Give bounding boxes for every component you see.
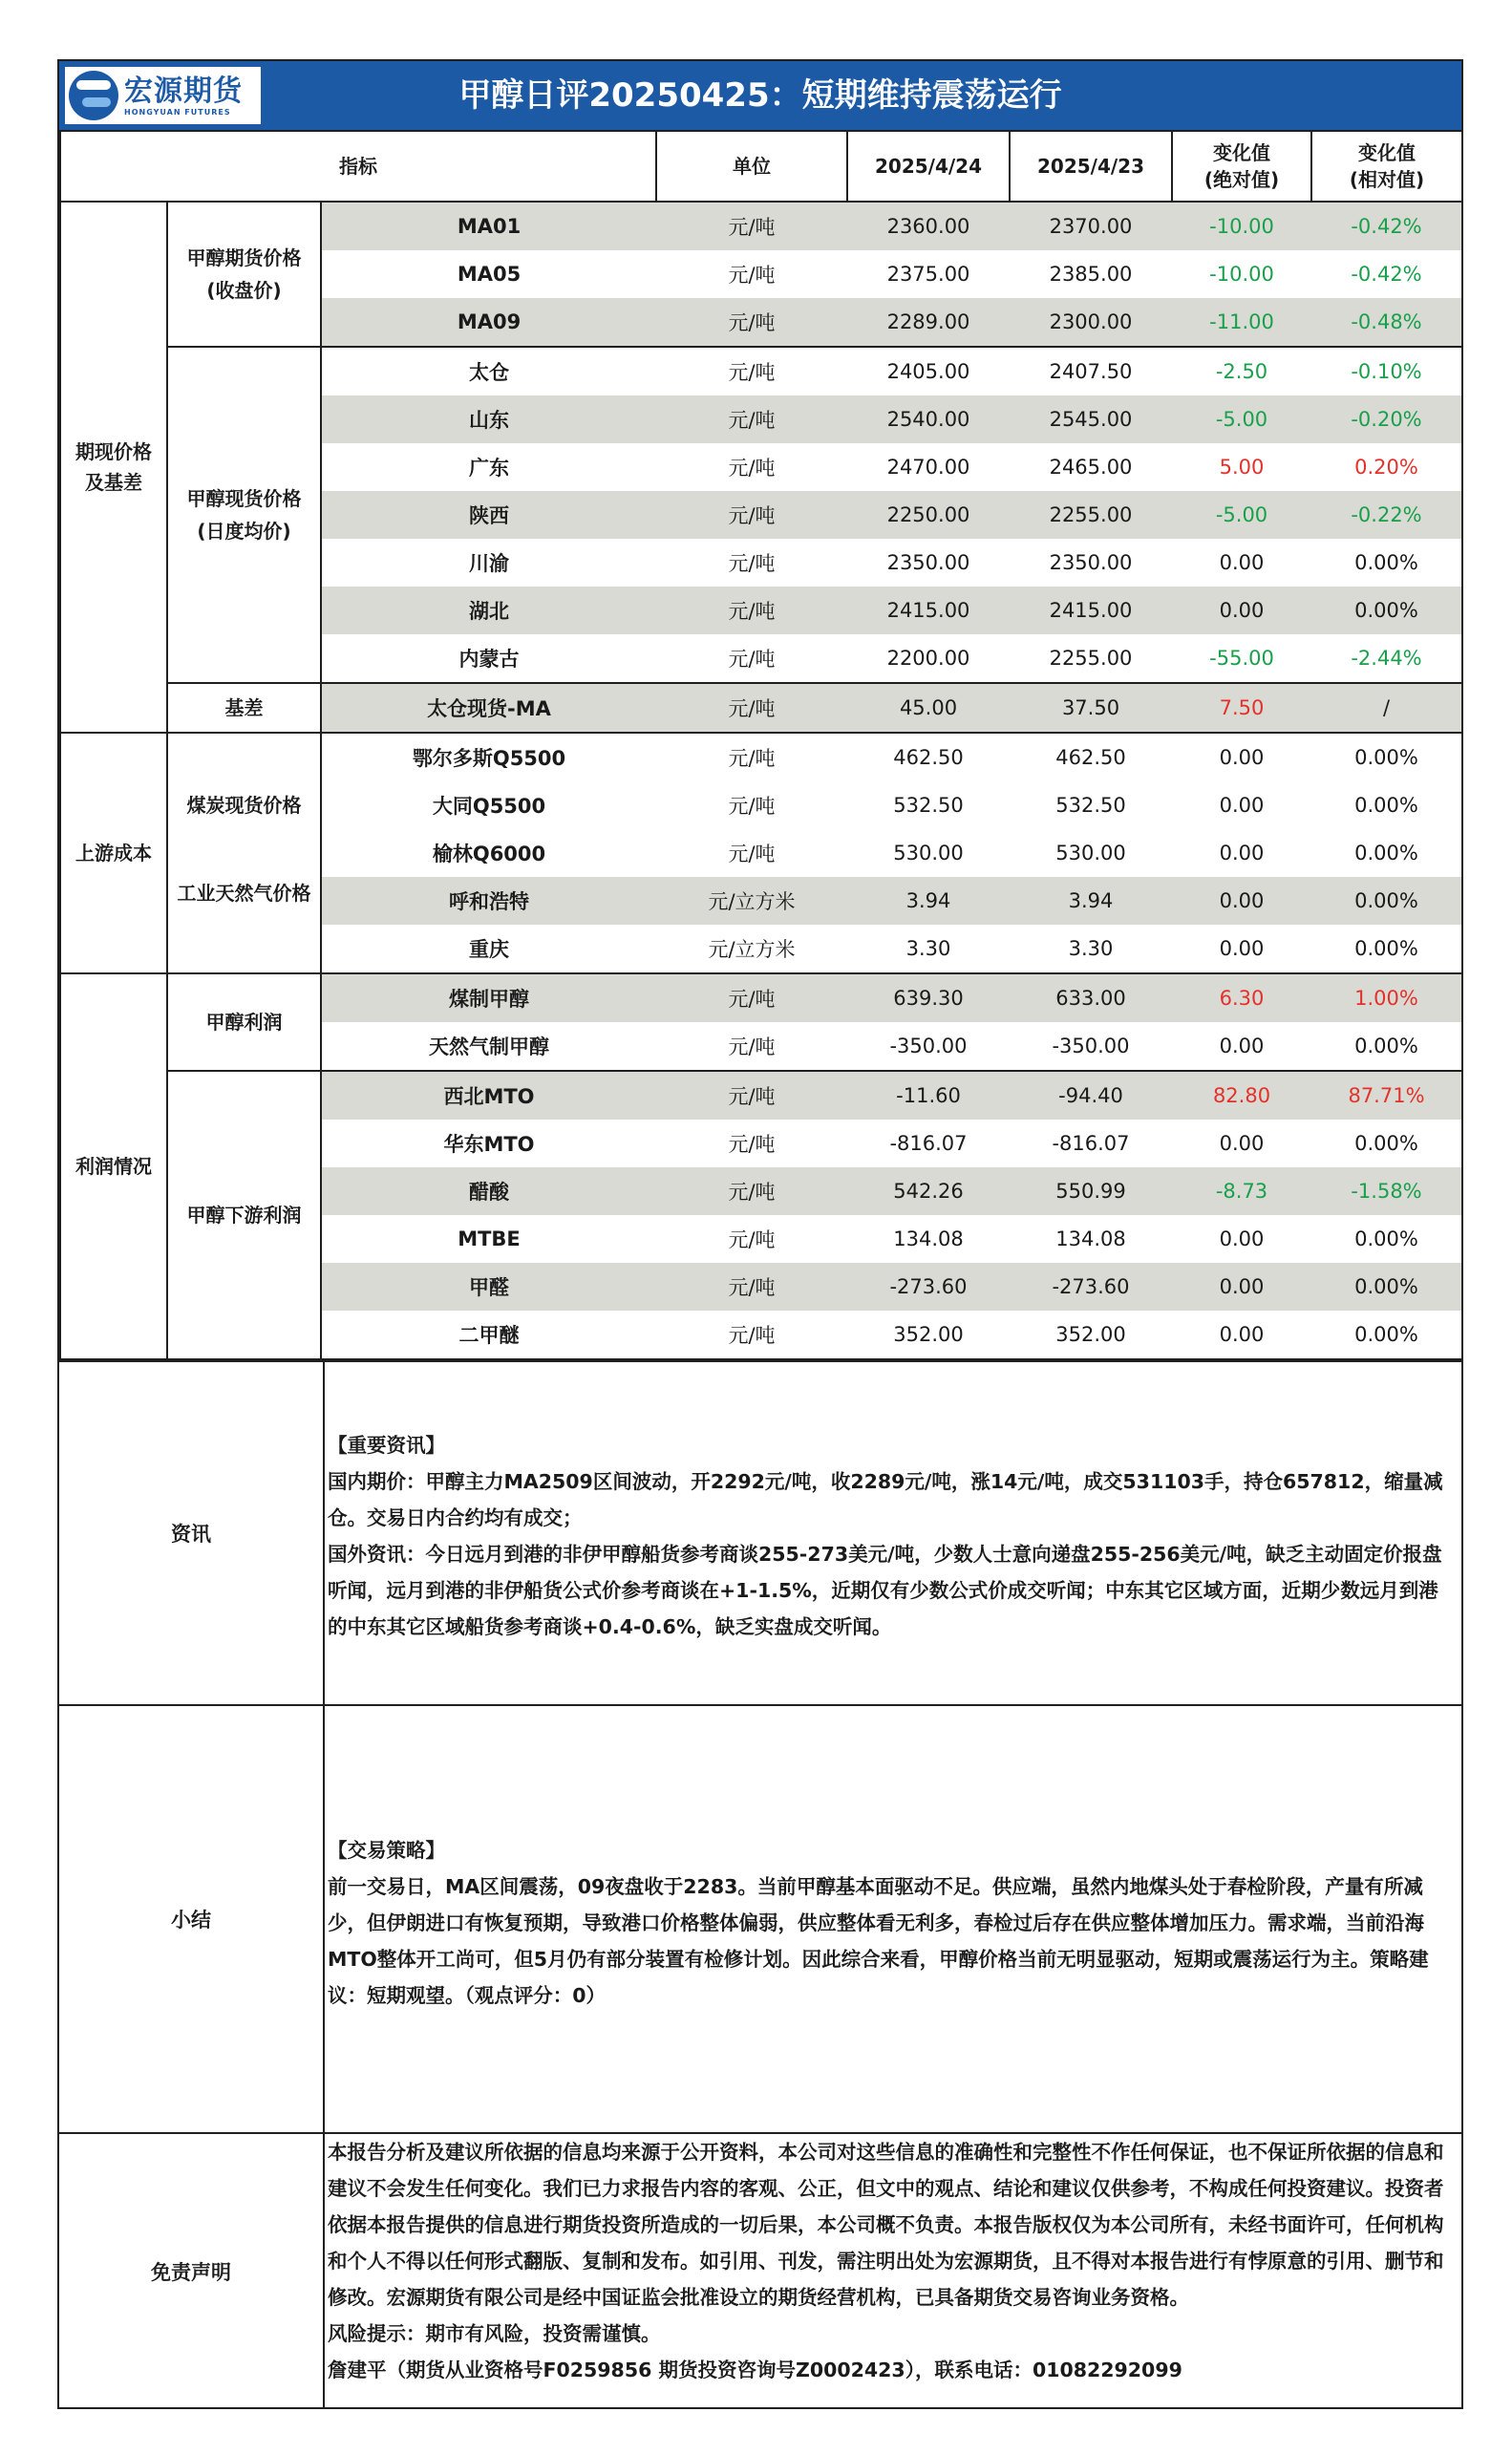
value-date2: 3.30 bbox=[1010, 925, 1172, 973]
unit-cell: 元/吨 bbox=[656, 1311, 847, 1359]
unit-cell: 元/吨 bbox=[728, 843, 776, 865]
group-profit: 利润情况 bbox=[60, 973, 167, 1359]
report-header bbox=[59, 61, 1461, 130]
rel-change: 0.20% bbox=[1311, 443, 1462, 491]
value-date2: -816.07 bbox=[1052, 1132, 1130, 1155]
indicator-name: 西北MTO bbox=[321, 1071, 656, 1120]
value-date2: 462.50 bbox=[1055, 746, 1126, 769]
unit-cell: 元/立方米 bbox=[656, 877, 847, 925]
abs-change: -10.00 bbox=[1209, 263, 1274, 286]
value-date2: 2350.00 bbox=[1049, 551, 1133, 574]
value-date1: 2350.00 bbox=[886, 551, 970, 574]
unit-cell: 元/吨 bbox=[656, 202, 847, 250]
unit-cell: 元/吨 bbox=[728, 1228, 776, 1251]
abs-change: 0.00 bbox=[1172, 1263, 1311, 1311]
abs-change: 0.00 bbox=[1172, 1022, 1311, 1071]
rel-change: 0.00% bbox=[1311, 1215, 1462, 1263]
abs-change: -5.00 bbox=[1172, 491, 1311, 539]
abs-change: 0.00 bbox=[1172, 877, 1311, 925]
indicator-name: 山东 bbox=[321, 395, 656, 443]
disclaimer-label: 免责声明 bbox=[59, 2134, 325, 2409]
unit-cell: 元/吨 bbox=[728, 361, 776, 384]
value-date1: 2540.00 bbox=[847, 395, 1010, 443]
rel-change: 1.00% bbox=[1311, 973, 1462, 1022]
value-date2: 2255.00 bbox=[1010, 634, 1172, 683]
indicator-name: 川渝 bbox=[469, 552, 509, 575]
abs-change: 5.00 bbox=[1219, 456, 1265, 479]
unit-cell: 元/吨 bbox=[656, 973, 847, 1022]
value-date1: 3.30 bbox=[847, 925, 1010, 973]
unit-cell: 元/吨 bbox=[728, 795, 776, 818]
abs-change: 0.00 bbox=[1219, 1132, 1265, 1155]
abs-change: 0.00 bbox=[1219, 842, 1265, 865]
indicator-name: 太仓 bbox=[469, 361, 509, 384]
value-date2: 3.94 bbox=[1010, 877, 1172, 925]
value-date2: 2370.00 bbox=[1010, 202, 1172, 250]
rel-change: 0.00% bbox=[1311, 1022, 1462, 1071]
subgroup-coal-price: 煤炭现货价格 bbox=[167, 733, 321, 877]
subgroup-gas-price: 工业天然气价格 bbox=[167, 877, 321, 973]
value-date1: 2470.00 bbox=[886, 456, 970, 479]
value-date2: -94.40 bbox=[1010, 1071, 1172, 1120]
unit-cell: 元/吨 bbox=[656, 298, 847, 347]
value-date1: 639.30 bbox=[847, 973, 1010, 1022]
rel-change: / bbox=[1311, 683, 1462, 733]
logo-name-en: HONGYUAN FUTURES bbox=[124, 107, 231, 117]
value-date2: 2300.00 bbox=[1010, 298, 1172, 347]
analyst-info: 詹建平（期货从业资格号F0259856 期货投资咨询号Z0002423），联系电话：01082292099 bbox=[328, 2359, 1182, 2381]
value-date2: 530.00 bbox=[1055, 842, 1126, 865]
unit-cell: 元/吨 bbox=[656, 1071, 847, 1120]
disclaimer-section bbox=[59, 2132, 1461, 2409]
logo-name-cn: 宏源期货 bbox=[124, 74, 243, 108]
unit-cell: 元/吨 bbox=[656, 1022, 847, 1071]
rel-change: 0.00% bbox=[1311, 781, 1462, 829]
indicator-name: 湖北 bbox=[321, 587, 656, 634]
indicator-name: MA09 bbox=[321, 298, 656, 347]
rel-change: 0.00% bbox=[1311, 587, 1462, 634]
unit-cell: 元/立方米 bbox=[656, 925, 847, 973]
unit-cell: 元/吨 bbox=[656, 1167, 847, 1215]
value-date2: 550.99 bbox=[1010, 1167, 1172, 1215]
rel-change: 0.00% bbox=[1311, 877, 1462, 925]
col-header-abs-change: 变化值 (绝对值) bbox=[1172, 131, 1311, 202]
subgroup-basis: 基差 bbox=[167, 683, 321, 733]
abs-change: 0.00 bbox=[1219, 794, 1265, 817]
col-header-date2: 2025/4/23 bbox=[1010, 131, 1172, 202]
value-date2: 352.00 bbox=[1010, 1311, 1172, 1359]
disclaimer-body bbox=[328, 2134, 1454, 2388]
unit-cell: 元/吨 bbox=[728, 1133, 776, 1156]
indicator-name: 陕西 bbox=[321, 491, 656, 539]
rel-change: 0.00% bbox=[1311, 1120, 1462, 1167]
unit-cell: 元/吨 bbox=[728, 552, 776, 575]
value-date1: 530.00 bbox=[893, 842, 964, 865]
table-row bbox=[60, 347, 1462, 395]
summary-section bbox=[59, 1704, 1461, 2132]
value-date2: 2385.00 bbox=[1049, 263, 1133, 286]
table-row bbox=[60, 683, 1462, 733]
summary-body bbox=[328, 1832, 1454, 2014]
abs-change: 0.00 bbox=[1219, 746, 1265, 769]
rel-change: -0.22% bbox=[1311, 491, 1462, 539]
table-header-row bbox=[60, 131, 1462, 202]
rel-change: 0.00% bbox=[1311, 1263, 1462, 1311]
group-price-basis: 期现价格 及基差 bbox=[60, 202, 167, 733]
rel-change: 0.00% bbox=[1311, 829, 1462, 877]
indicator-name: 重庆 bbox=[321, 925, 656, 973]
abs-change: -10.00 bbox=[1172, 202, 1311, 250]
value-date1: 2415.00 bbox=[847, 587, 1010, 634]
abs-change: 0.00 bbox=[1219, 551, 1265, 574]
summary-heading: 【交易策略】 bbox=[328, 1839, 445, 1862]
value-date1: 45.00 bbox=[847, 683, 1010, 733]
value-date1: -816.07 bbox=[889, 1132, 968, 1155]
indicator-name: 甲醛 bbox=[321, 1263, 656, 1311]
col-header-indicator: 指标 bbox=[60, 131, 656, 202]
unit-cell: 元/吨 bbox=[656, 395, 847, 443]
subgroup-downstream-profit: 甲醇下游利润 bbox=[167, 1071, 321, 1359]
abs-change: -8.73 bbox=[1172, 1167, 1311, 1215]
abs-change: 82.80 bbox=[1172, 1071, 1311, 1120]
table-row bbox=[60, 733, 1462, 781]
value-date2: 2545.00 bbox=[1010, 395, 1172, 443]
value-date1: 2250.00 bbox=[847, 491, 1010, 539]
unit-cell: 元/吨 bbox=[656, 587, 847, 634]
abs-change: -55.00 bbox=[1172, 634, 1311, 683]
disclaimer-text: 本报告分析及建议所依据的信息均来源于公开资料，本公司对这些信息的准确性和完整性不作任何保证，也不保证所依据的信息和建议不会发生任何变化。我们已力求报告内容的客观、公正，但文中的观点、结论和建议仅供参考，不构成任何投资建议。投资者依据本报告提供的信息进行期货投资所造成的一切后果，本公司概不负责。本报告版权仅为本公司所有，未经书面许可，任何机构和个人不得以任何形式翻版、复制和发布。如引用、刊发，需注明出处为宏源期货，且不得对本报告进行有悖原意的引用、删节和修改。宏源期货有限公司是经中国证监会批准设立的期货经营机构，已具备期货交易咨询业务资格。 bbox=[328, 2141, 1444, 2309]
rel-change: -2.44% bbox=[1311, 634, 1462, 683]
rel-change: -1.58% bbox=[1311, 1167, 1462, 1215]
value-date1: -11.60 bbox=[847, 1071, 1010, 1120]
news-label: 资讯 bbox=[59, 1362, 325, 1704]
news-foreign: 国外资讯：今日远月到港的非伊甲醇船货参考商谈255-273美元/吨，少数人士意向递盘255-256美元/吨，缺乏主动固定价报盘听闻，远月到港的非伊船货公式价参考商谈在+1-1.5%，近期仅有少数公式价成交听闻；中东其它区域方面，近期少数远月到港的中东其它区域船货参考商谈+0.4-0.6%，缺乏实盘成交听闻。 bbox=[328, 1543, 1442, 1638]
methanol-data-table bbox=[59, 130, 1463, 1360]
value-date2: 532.50 bbox=[1055, 794, 1126, 817]
rel-change: -0.10% bbox=[1311, 347, 1462, 395]
value-date1: 2405.00 bbox=[886, 360, 970, 383]
abs-change: 7.50 bbox=[1172, 683, 1311, 733]
news-body bbox=[328, 1427, 1454, 1645]
abs-change: 0.00 bbox=[1172, 587, 1311, 634]
rel-change: 87.71% bbox=[1311, 1071, 1462, 1120]
value-date1: 2360.00 bbox=[847, 202, 1010, 250]
indicator-name: MTBE bbox=[458, 1228, 521, 1250]
abs-change: 0.00 bbox=[1172, 1311, 1311, 1359]
indicator-name: 内蒙古 bbox=[321, 634, 656, 683]
col-header-date1: 2025/4/24 bbox=[847, 131, 1010, 202]
subgroup-futures-price: 甲醇期货价格 (收盘价) bbox=[167, 202, 321, 347]
news-section bbox=[59, 1360, 1461, 1704]
rel-change: -0.48% bbox=[1311, 298, 1462, 347]
report-title: 甲醇日评20250425：短期维持震荡运行 bbox=[458, 76, 1062, 115]
indicator-name: 广东 bbox=[469, 457, 509, 480]
value-date1: 352.00 bbox=[847, 1311, 1010, 1359]
value-date1: -350.00 bbox=[847, 1022, 1010, 1071]
unit-cell: 元/吨 bbox=[656, 1263, 847, 1311]
unit-cell: 元/吨 bbox=[656, 683, 847, 733]
news-heading: 【重要资讯】 bbox=[328, 1434, 445, 1457]
summary-label: 小结 bbox=[59, 1706, 325, 2132]
value-date1: 3.94 bbox=[847, 877, 1010, 925]
subgroup-spot-price: 甲醇现货价格 (日度均价) bbox=[167, 347, 321, 683]
value-date2: 2255.00 bbox=[1010, 491, 1172, 539]
rel-change: 0.00% bbox=[1311, 925, 1462, 973]
abs-change: 6.30 bbox=[1172, 973, 1311, 1022]
value-date1: 2375.00 bbox=[886, 263, 970, 286]
table-row bbox=[60, 202, 1462, 250]
abs-change: 0.00 bbox=[1219, 1228, 1265, 1250]
value-date1: 134.08 bbox=[893, 1228, 964, 1250]
summary-text: 前一交易日，MA区间震荡，09夜盘收于2283。当前甲醇基本面驱动不足。供应端，虽然内地煤头处于春检阶段，产量有所减少，但伊朗进口有恢复预期，导致港口价格整体偏弱，供应整体看无利多，春检过后存在供应整体增加压力。需求端，当前沿海MTO整体开工尚可，但5月仍有部分装置有检修计划。因此综合来看，甲醇价格当前无明显驱动，短期或震荡运行为主。策略建议：短期观望。（观点评分：0） bbox=[328, 1875, 1429, 2007]
abs-change: 0.00 bbox=[1172, 925, 1311, 973]
abs-change: -2.50 bbox=[1215, 360, 1268, 383]
value-date2: 37.50 bbox=[1010, 683, 1172, 733]
value-date2: 633.00 bbox=[1010, 973, 1172, 1022]
indicator-name: MA01 bbox=[321, 202, 656, 250]
rel-change: 0.00% bbox=[1311, 539, 1462, 587]
unit-cell: 元/吨 bbox=[656, 634, 847, 683]
rel-change: -0.42% bbox=[1311, 202, 1462, 250]
rel-change: -0.20% bbox=[1311, 395, 1462, 443]
indicator-name: 煤制甲醇 bbox=[321, 973, 656, 1022]
indicator-name: 醋酸 bbox=[321, 1167, 656, 1215]
abs-change: -5.00 bbox=[1172, 395, 1311, 443]
value-date1: 462.50 bbox=[893, 746, 964, 769]
group-upstream-cost: 上游成本 bbox=[60, 733, 167, 973]
indicator-name: 华东MTO bbox=[443, 1133, 535, 1156]
value-date2: 134.08 bbox=[1055, 1228, 1126, 1250]
subgroup-methanol-profit: 甲醇利润 bbox=[167, 973, 321, 1071]
rel-change: 0.00% bbox=[1311, 733, 1462, 781]
table-row bbox=[60, 1071, 1462, 1120]
table-row bbox=[60, 973, 1462, 1022]
value-date1: 532.50 bbox=[893, 794, 964, 817]
unit-cell: 元/吨 bbox=[728, 747, 776, 770]
value-date2: -273.60 bbox=[1010, 1263, 1172, 1311]
col-header-rel-change: 变化值 (相对值) bbox=[1311, 131, 1462, 202]
value-date1: 2200.00 bbox=[847, 634, 1010, 683]
value-date2: 2465.00 bbox=[1049, 456, 1133, 479]
unit-cell: 元/吨 bbox=[728, 264, 776, 287]
indicator-name: 天然气制甲醇 bbox=[321, 1022, 656, 1071]
value-date2: 2415.00 bbox=[1010, 587, 1172, 634]
indicator-name: MA05 bbox=[457, 263, 522, 286]
rel-change: -0.42% bbox=[1311, 250, 1462, 298]
value-date1: -273.60 bbox=[847, 1263, 1010, 1311]
value-date2: -350.00 bbox=[1010, 1022, 1172, 1071]
risk-notice: 风险提示：期市有风险，投资需谨慎。 bbox=[328, 2322, 661, 2345]
indicator-name: 榆林Q6000 bbox=[432, 843, 546, 865]
abs-change: -11.00 bbox=[1172, 298, 1311, 347]
col-header-unit: 单位 bbox=[656, 131, 847, 202]
indicator-name: 呼和浩特 bbox=[321, 877, 656, 925]
value-date1: 542.26 bbox=[847, 1167, 1010, 1215]
indicator-name: 二甲醚 bbox=[321, 1311, 656, 1359]
news-domestic: 国内期价：甲醇主力MA2509区间波动，开2292元/吨，收2289元/吨，涨14元/吨，成交531103手，持仓657812，缩量减仓。交易日内合约均有成交； bbox=[328, 1470, 1443, 1529]
table-row bbox=[60, 877, 1462, 925]
rel-change: 0.00% bbox=[1311, 1311, 1462, 1359]
value-date2: 2407.50 bbox=[1049, 360, 1133, 383]
value-date1: 2289.00 bbox=[847, 298, 1010, 347]
unit-cell: 元/吨 bbox=[656, 491, 847, 539]
unit-cell: 元/吨 bbox=[728, 457, 776, 480]
indicator-name: 大同Q5500 bbox=[432, 795, 546, 818]
indicator-name: 太仓现货-MA bbox=[321, 683, 656, 733]
indicator-name: 鄂尔多斯Q5500 bbox=[412, 747, 566, 770]
